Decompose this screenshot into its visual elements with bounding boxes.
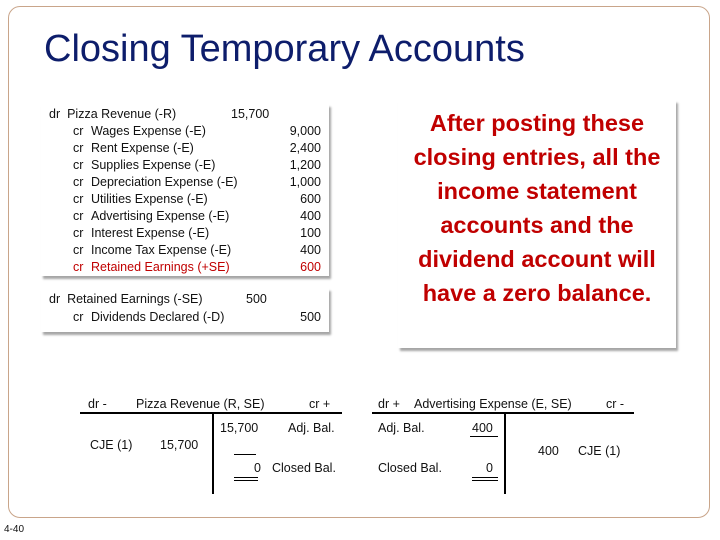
double-underline [472,477,498,478]
credit-account: Retained Earnings (+SE) [91,260,230,274]
credit-account: Income Tax Expense (-E) [91,243,232,257]
slide-number: 4-40 [4,524,25,535]
t-account-horizontal-line [372,412,634,414]
t-account-cr-label: cr - [606,397,625,411]
slide-title: Closing Temporary Accounts [44,28,525,70]
double-underline [234,477,258,478]
debit-line [49,291,203,308]
credit-prefix: cr [73,124,84,138]
debit-amount: 400 [472,421,493,435]
credit-amount: 15,700 [220,421,259,435]
credit-account: Rent Expense (-E) [91,141,194,155]
credit-label: Adj. Bal. [288,421,335,435]
debit-line [49,106,176,123]
closing-label: Closed Bal. [378,461,442,475]
credit-prefix: cr [73,310,84,324]
credit-amount: 9,000 [289,124,321,138]
closing-label: Closed Bal. [272,461,336,475]
debit-label: CJE (1) [90,438,133,452]
double-underline [234,480,258,481]
t-account-vertical-line [212,412,214,494]
credit-label: CJE (1) [578,444,621,458]
t-account-name: Pizza Revenue (R, SE) [136,397,265,411]
zero-balance-callout [398,100,676,348]
credit-account: Advertising Expense (-E) [91,209,230,223]
credit-amount: 500 [300,310,321,324]
credit-amount: 600 [300,260,321,274]
credit-amount: 100 [300,226,321,240]
credit-account: Wages Expense (-E) [91,124,206,138]
debit-amount: 15,700 [231,107,270,121]
callout-text: After posting these closing entries, all the income statement accounts and the dividend account will have a zero balance. [413,110,661,306]
credit-account: Interest Expense (-E) [91,226,210,240]
debit-prefix: dr [49,107,61,121]
credit-prefix: cr [73,141,84,155]
credit-amount: 1,200 [289,158,321,172]
closing-entry-dividends [41,288,329,332]
credit-amount: 2,400 [289,141,321,155]
t-account-name: Advertising Expense (E, SE) [414,397,572,411]
debit-amount: 500 [246,292,267,306]
credit-prefix: cr [73,226,84,240]
credit-account: Supplies Expense (-E) [91,158,216,172]
subtotal-underline [470,436,498,437]
credit-prefix: cr [73,209,84,223]
credit-prefix: cr [73,260,84,274]
credit-account: Depreciation Expense (-E) [91,175,238,189]
closing-amount: 0 [486,461,493,475]
debit-account: Pizza Revenue (-R) [67,107,177,121]
credit-prefix: cr [73,243,84,257]
closing-amount: 0 [254,461,261,475]
credit-amount: 600 [300,192,321,206]
t-account-cr-label: cr + [309,397,331,411]
credit-amount: 400 [300,243,321,257]
credit-amount: 400 [538,444,559,458]
debit-amount: 15,700 [160,438,199,452]
credit-account: Utilities Expense (-E) [91,192,208,206]
t-account-vertical-line [504,412,506,494]
debit-prefix: dr [49,292,61,306]
closing-entry-revenue-expenses [41,104,329,276]
debit-label: Adj. Bal. [378,421,425,435]
credit-amount: 400 [300,209,321,223]
double-underline [472,480,498,481]
credit-prefix: cr [73,158,84,172]
credit-account: Dividends Declared (-D) [91,310,225,324]
t-account-horizontal-line [80,412,342,414]
credit-prefix: cr [73,192,84,206]
credit-amount: 1,000 [289,175,321,189]
credit-prefix: cr [73,175,84,189]
t-account-dr-label: dr + [378,397,400,411]
t-account-dr-label: dr - [88,397,107,411]
debit-account: Retained Earnings (-SE) [67,292,203,306]
total-underline [234,454,256,455]
